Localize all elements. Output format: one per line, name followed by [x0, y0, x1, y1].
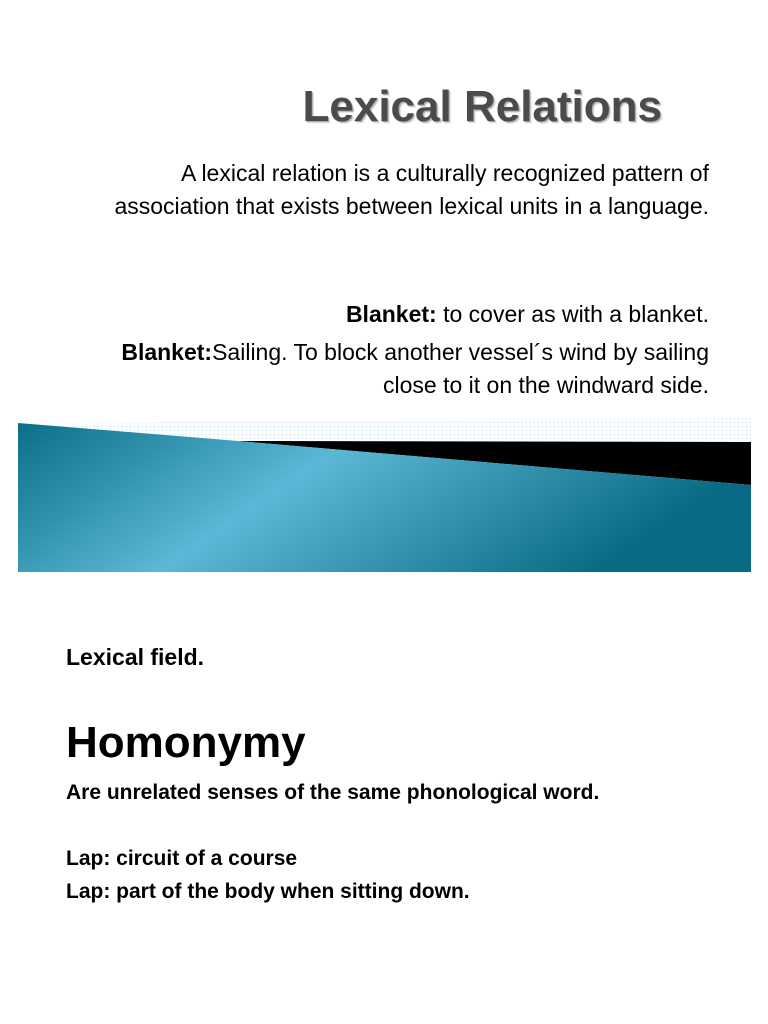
- decorative-banner: [18, 418, 751, 572]
- definition-text: A lexical relation is a culturally recognized pattern of association that exists between lexical units in a language.: [114, 160, 709, 219]
- lexical-field-heading: Lexical field.: [66, 644, 205, 670]
- homonymy-definition: Are unrelated senses of the same phonological word.: [66, 781, 600, 804]
- blanket-term-1: Blanket:: [345, 301, 437, 327]
- homonymy-heading: Homonymy: [66, 718, 306, 767]
- slide-title: Lexical Relations: [302, 82, 662, 131]
- lap-example-2: Lap: part of the body when sitting down.: [66, 880, 470, 903]
- blanket-text-1: to cover as with a blanket.: [436, 301, 709, 327]
- blanket-text-2: Sailing. To block another vessel´s wind by sailing close to it on the windward side.: [212, 339, 709, 398]
- lap-example-1: Lap: circuit of a course: [66, 847, 298, 870]
- blanket-definition-2: [69, 336, 709, 402]
- blanket-definition-1: [69, 298, 709, 331]
- blanket-term-2: Blanket:: [121, 339, 213, 365]
